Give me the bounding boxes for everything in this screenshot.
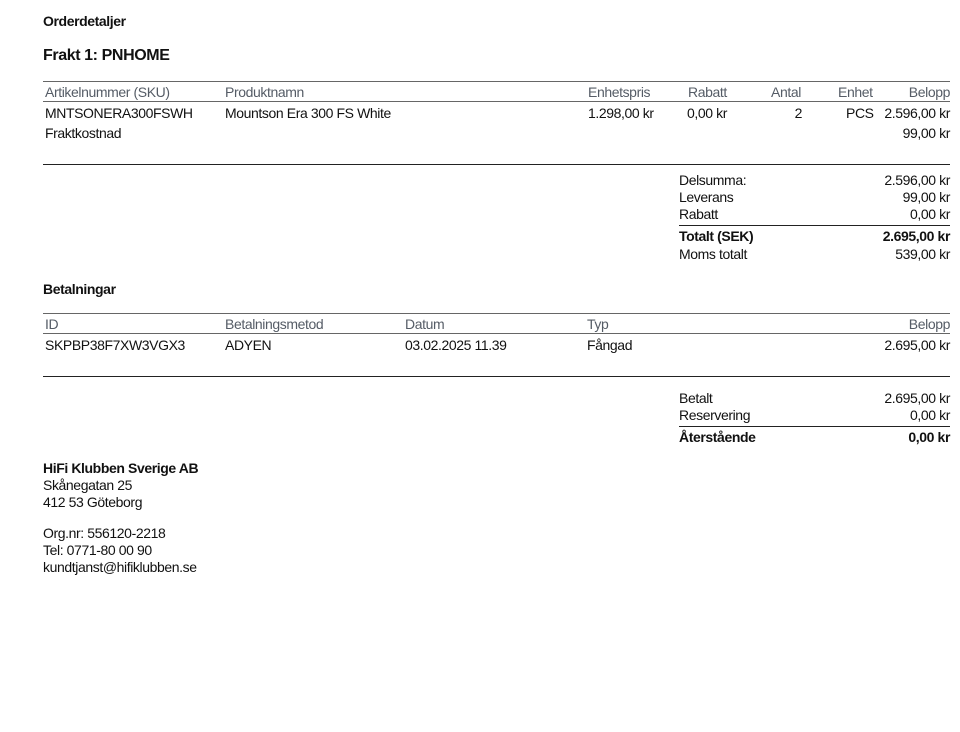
page-title: Orderdetaljer xyxy=(43,13,126,29)
discount-label: Rabatt xyxy=(679,206,718,222)
header-sku: Artikelnummer (SKU) xyxy=(45,84,170,100)
row-discount: 0,00 kr xyxy=(687,105,727,121)
company-city: 412 53 Göteborg xyxy=(43,494,143,510)
payment-method: ADYEN xyxy=(225,337,272,353)
header-amount: Belopp xyxy=(908,84,950,100)
row-amount: 2.596,00 kr xyxy=(884,105,950,121)
subtotal-value: 2.596,00 kr xyxy=(884,172,950,188)
row-product: Mountson Era 300 FS White xyxy=(225,105,391,121)
reserved-value: 0,00 kr xyxy=(910,407,950,423)
total-value: 2.695,00 kr xyxy=(882,228,950,244)
items-end-rule xyxy=(43,164,950,165)
payment-type: Fångad xyxy=(587,337,633,353)
header-payment-date: Datum xyxy=(405,316,445,332)
delivery-label: Leverans xyxy=(679,189,734,205)
header-payment-type: Typ xyxy=(587,316,609,332)
discount-value: 0,00 kr xyxy=(910,206,950,222)
payments-top-rule xyxy=(43,313,950,314)
company-email: kundtjanst@hifiklubben.se xyxy=(43,559,197,575)
payments-end-rule xyxy=(43,376,950,377)
subtotal-label: Delsumma: xyxy=(679,172,747,188)
payments-header-bottom-rule xyxy=(43,333,950,334)
row-shipping-amount: 99,00 kr xyxy=(902,125,950,141)
vat-value: 539,00 kr xyxy=(895,246,950,262)
payment-id: SKPBP38F7XW3VGX3 xyxy=(45,337,185,353)
shipment-heading: Frakt 1: PNHOME xyxy=(43,47,170,64)
header-unit: Enhet xyxy=(838,84,873,100)
row-shipping-label: Fraktkostnad xyxy=(45,125,122,141)
company-phone: Tel: 0771-80 00 90 xyxy=(43,542,152,558)
header-product: Produktnamn xyxy=(225,84,304,100)
remaining-value: 0,00 kr xyxy=(908,429,950,445)
total-rule xyxy=(679,225,950,226)
remaining-label: Återstående xyxy=(679,429,756,445)
payment-date: 03.02.2025 11.39 xyxy=(405,337,507,353)
header-payment-amount: Belopp xyxy=(908,316,950,332)
row-qty: 2 xyxy=(794,105,802,121)
header-discount: Rabatt xyxy=(688,84,727,100)
payment-amount: 2.695,00 kr xyxy=(884,337,950,353)
header-payment-id: ID xyxy=(45,316,59,332)
company-org-nr: Org.nr: 556120-2218 xyxy=(43,525,166,541)
total-label: Totalt (SEK) xyxy=(679,228,754,244)
header-qty: Antal xyxy=(771,84,801,100)
table-top-rule xyxy=(43,81,950,82)
header-payment-method: Betalningsmetod xyxy=(225,316,324,332)
payments-heading: Betalningar xyxy=(43,281,116,297)
delivery-value: 99,00 kr xyxy=(902,189,950,205)
vat-label: Moms totalt xyxy=(679,246,747,262)
remaining-rule xyxy=(679,426,950,427)
row-unit-price: 1.298,00 kr xyxy=(588,105,654,121)
reserved-label: Reservering xyxy=(679,407,751,423)
row-unit: PCS xyxy=(846,105,874,121)
company-name: HiFi Klubben Sverige AB xyxy=(43,460,199,476)
paid-value: 2.695,00 kr xyxy=(884,390,950,406)
paid-label: Betalt xyxy=(679,390,713,406)
header-bottom-rule xyxy=(43,101,950,102)
company-street: Skånegatan 25 xyxy=(43,477,132,493)
row-sku: MNTSONERA300FSWH xyxy=(45,105,193,121)
header-unit-price: Enhetspris xyxy=(588,84,651,100)
